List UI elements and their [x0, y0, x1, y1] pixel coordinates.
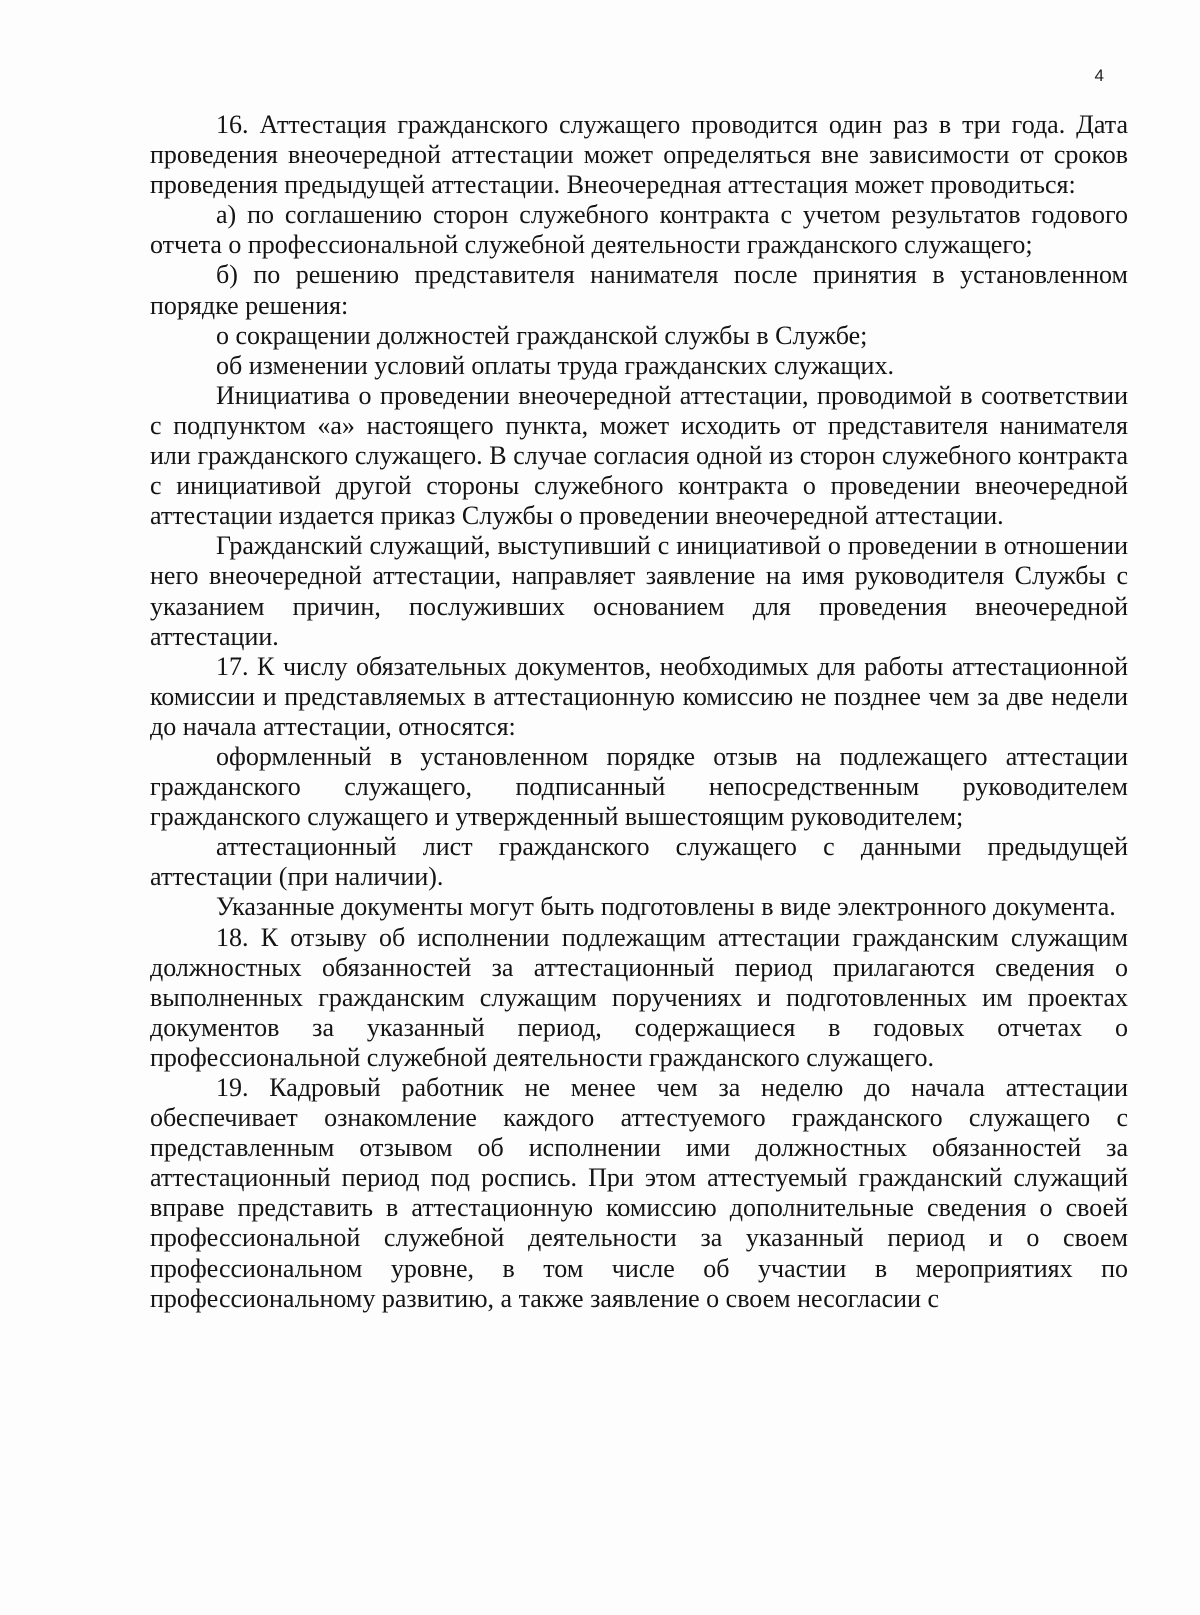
paragraph-17: 17. К числу обязательных документов, необходимых для работы аттестационной комиссии и представляемых в аттестационную комиссию не позднее чем за две недели до начала аттестации, относятся:	[150, 651, 1128, 741]
paragraph-16-item-b-pay-change: об изменении условий оплаты труда гражданских служащих.	[216, 350, 894, 380]
paragraph-17-electronic: Указанные документы могут быть подготовлены в виде электронного документа.	[216, 892, 1116, 922]
paragraph-16: 16. Аттестация гражданского служащего проводится один раз в три года. Дата проведения внеочередной аттестации может определяться вне зависимости от сроков проведения предыдущей аттестации. Внеочередная аттестация может проводиться:	[150, 110, 1128, 200]
paragraph-16-initiative: Инициатива о проведении внеочередной аттестации, проводимой в соответствии с подпунктом «а» настоящего пункта, может исходить от представителя нанимателя или гражданского служащего. В случае согласия одной из сторон служебного контракта с инициативой другой стороны служебного контракта о проведении внеочередной аттестации издается приказ Службы о проведении внеочередной аттестации.	[150, 380, 1128, 531]
paragraph-16-employee-request: Гражданский служащий, выступивший с инициативой о проведении в отношении него внеочередной аттестации, направляет заявление на имя руководителя Службы с указанием причин, послуживших основанием для проведения внеочередной аттестации.	[150, 531, 1128, 651]
page-number: 4	[1094, 66, 1104, 85]
paragraph-16-item-b: б) по решению представителя нанимателя после принятия в установленном порядке решения:	[150, 260, 1128, 320]
paragraph-18: 18. К отзыву об исполнении подлежащим аттестации гражданским служащим должностных обязанностей за аттестационный период прилагаются сведения о выполненных гражданским служащим поручениях и подготовленных им проектах документов за указанный период, содержащиеся в годовых отчетах о профессиональной служебной деятельности гражданского служащего.	[150, 922, 1128, 1072]
paragraph-16-item-b-reduction: о сокращении должностей гражданской службы в Службе;	[216, 320, 868, 350]
paragraph-17-attestation-sheet: аттестационный лист гражданского служащего с данными предыдущей аттестации (при наличии).	[150, 832, 1128, 892]
paragraph-17-review: оформленный в установленном порядке отзыв на подлежащего аттестации гражданского служащего, подписанный непосредственным руководителем гражданского служащего и утвержденный вышестоящим руководителем;	[150, 741, 1128, 832]
document-body	[150, 110, 1128, 1314]
paragraph-19: 19. Кадровый работник не менее чем за неделю до начала аттестации обеспечивает ознакомление каждого аттестуемого гражданского служащего с представленным отзывом об исполнении ими должностных обязанностей за аттестационный период под роспись. При этом аттестуемый гражданский служащий вправе представить в аттестационную комиссию дополнительные сведения о своей профессиональной служебной деятельности за указанный период и о своем профессиональном уровне, в том числе об участии в мероприятиях по профессиональному развитию, а также заявление о своем несогласии с	[150, 1073, 1128, 1313]
paragraph-16-item-a: а) по соглашению сторон служебного контракта с учетом результатов годового отчета о профессиональной служебной деятельности гражданского служащего;	[150, 200, 1128, 260]
